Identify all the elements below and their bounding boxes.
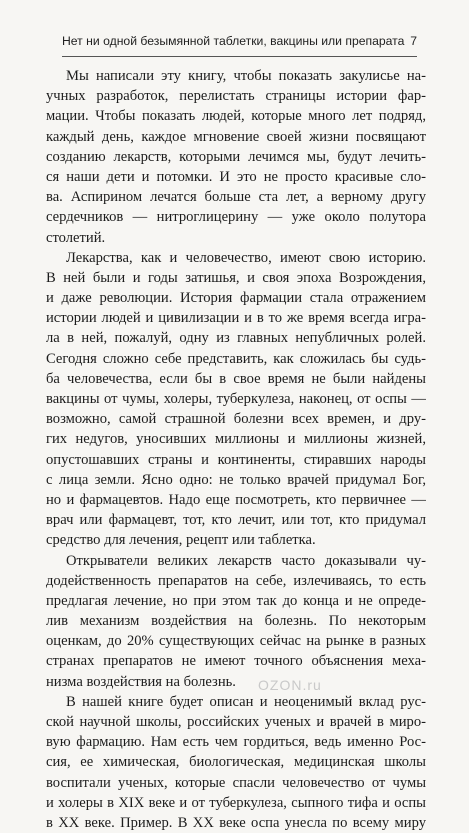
text-line: странах препаратов не имеют точного объяснения меха- xyxy=(46,653,426,670)
running-header xyxy=(62,32,417,57)
text-line: сердечников — нитроглицерину — уже около полутора xyxy=(46,209,426,226)
text-line: и даже революции. История фармации стала отражением xyxy=(46,290,426,307)
text-line: В ней были и годы затишья, и своя эпоха Возрождения, xyxy=(46,269,426,286)
text-line: лив механизм воздействия на болезнь. По некоторым xyxy=(46,613,426,630)
text-line: созданию лекарств, которыми лечимся мы, будут лечить- xyxy=(46,148,426,165)
paragraph xyxy=(46,248,426,551)
text-line: низма воздействия на болезнь. xyxy=(46,673,236,690)
text-line: опустошавших страны и континенты, стиравших народы xyxy=(46,451,426,468)
page-number: 7 xyxy=(410,34,417,48)
text-line: додейственность препаратов на себе, излечиваясь, то есть xyxy=(46,572,426,589)
text-line: с лица земли. Ясно одно: не только врачей придумал Бог, xyxy=(46,471,426,488)
text-line: ла в ней, пожалуй, одну из главных непубличных ролей. xyxy=(46,330,426,347)
paragraph xyxy=(46,66,426,248)
text-line: ба человечества, если бы в свое время не были найдены xyxy=(46,370,426,387)
text-line: сия, ее химическая, биологическая, медицинская школы xyxy=(46,754,426,771)
text-line: воспитали ученых, которые спасли человечество от чумы xyxy=(46,774,426,791)
text-line: ся наши дети и потомки. И это не просто красивые сло- xyxy=(46,168,426,185)
text-line: ва. Аспирином лечатся больше ста лет, а верному другу xyxy=(46,189,426,206)
text-line: столетий. xyxy=(46,229,106,246)
text-line: Открыватели великих лекарств часто доказывали чу- xyxy=(66,552,426,569)
paragraph xyxy=(46,551,426,692)
text-line: в XX веке. Пример. В XX веке оспа унесла по всему миру xyxy=(46,814,426,831)
text-line: вую фармацию. Нам есть чем гордиться, ведь именно Рос- xyxy=(46,734,426,751)
text-line: врач или фармацевт, тот, кто лечит, или тот, кто придумал xyxy=(46,512,426,529)
text-line: истории людей и цивилизации и в то же время всегда игра- xyxy=(46,310,426,327)
text-line: вакцины от чумы, холеры, туберкулеза, наконец, от оспы — xyxy=(46,391,426,407)
text-line: гих недугов, уносивших миллионы и миллионы жизней, xyxy=(46,431,426,448)
watermark: OZON.ru xyxy=(258,677,322,693)
text-line: Лекарства, как и человечество, имеют свою историю. xyxy=(66,249,426,266)
paragraph xyxy=(46,692,426,833)
text-line: но и фармацевтов. Надо еще посмотреть, кто первичнее — xyxy=(46,491,426,508)
text-line: каждый день, каждое мгновение своей жизни посвящают xyxy=(46,128,426,145)
body-text xyxy=(46,66,426,833)
text-line: возможно, самой страшной болезни всех времен, и дру- xyxy=(46,411,426,428)
text-line: Мы написали эту книгу, чтобы показать закулисье на- xyxy=(66,68,426,84)
text-line: ской научной школы, российских ученых и врачей в миро- xyxy=(46,714,426,730)
text-line: мации. Чтобы показать людей, которые много лет подряд, xyxy=(46,108,426,125)
text-line: В нашей книге будет описан и неоценимый вклад рус- xyxy=(66,693,426,710)
text-line: Сегодня сложно себе представить, как сложилась бы судь- xyxy=(46,350,426,367)
text-line: средство для лечения, рецепт или таблетка. xyxy=(46,532,316,549)
text-line: предлагая лечение, но при этом так до конца и не опреде- xyxy=(46,592,426,609)
running-title: Нет ни одной безымянной таблетки, вакцины или препарата xyxy=(62,34,405,48)
text-line: учных разработок, перелистать страницы истории фар- xyxy=(46,88,426,105)
text-line: оценкам, до 20% существующих сейчас на рынке в разных xyxy=(46,633,426,650)
text-line: и холеры в XIX веке и от туберкулеза, сыпного тифа и оспы xyxy=(46,794,426,811)
